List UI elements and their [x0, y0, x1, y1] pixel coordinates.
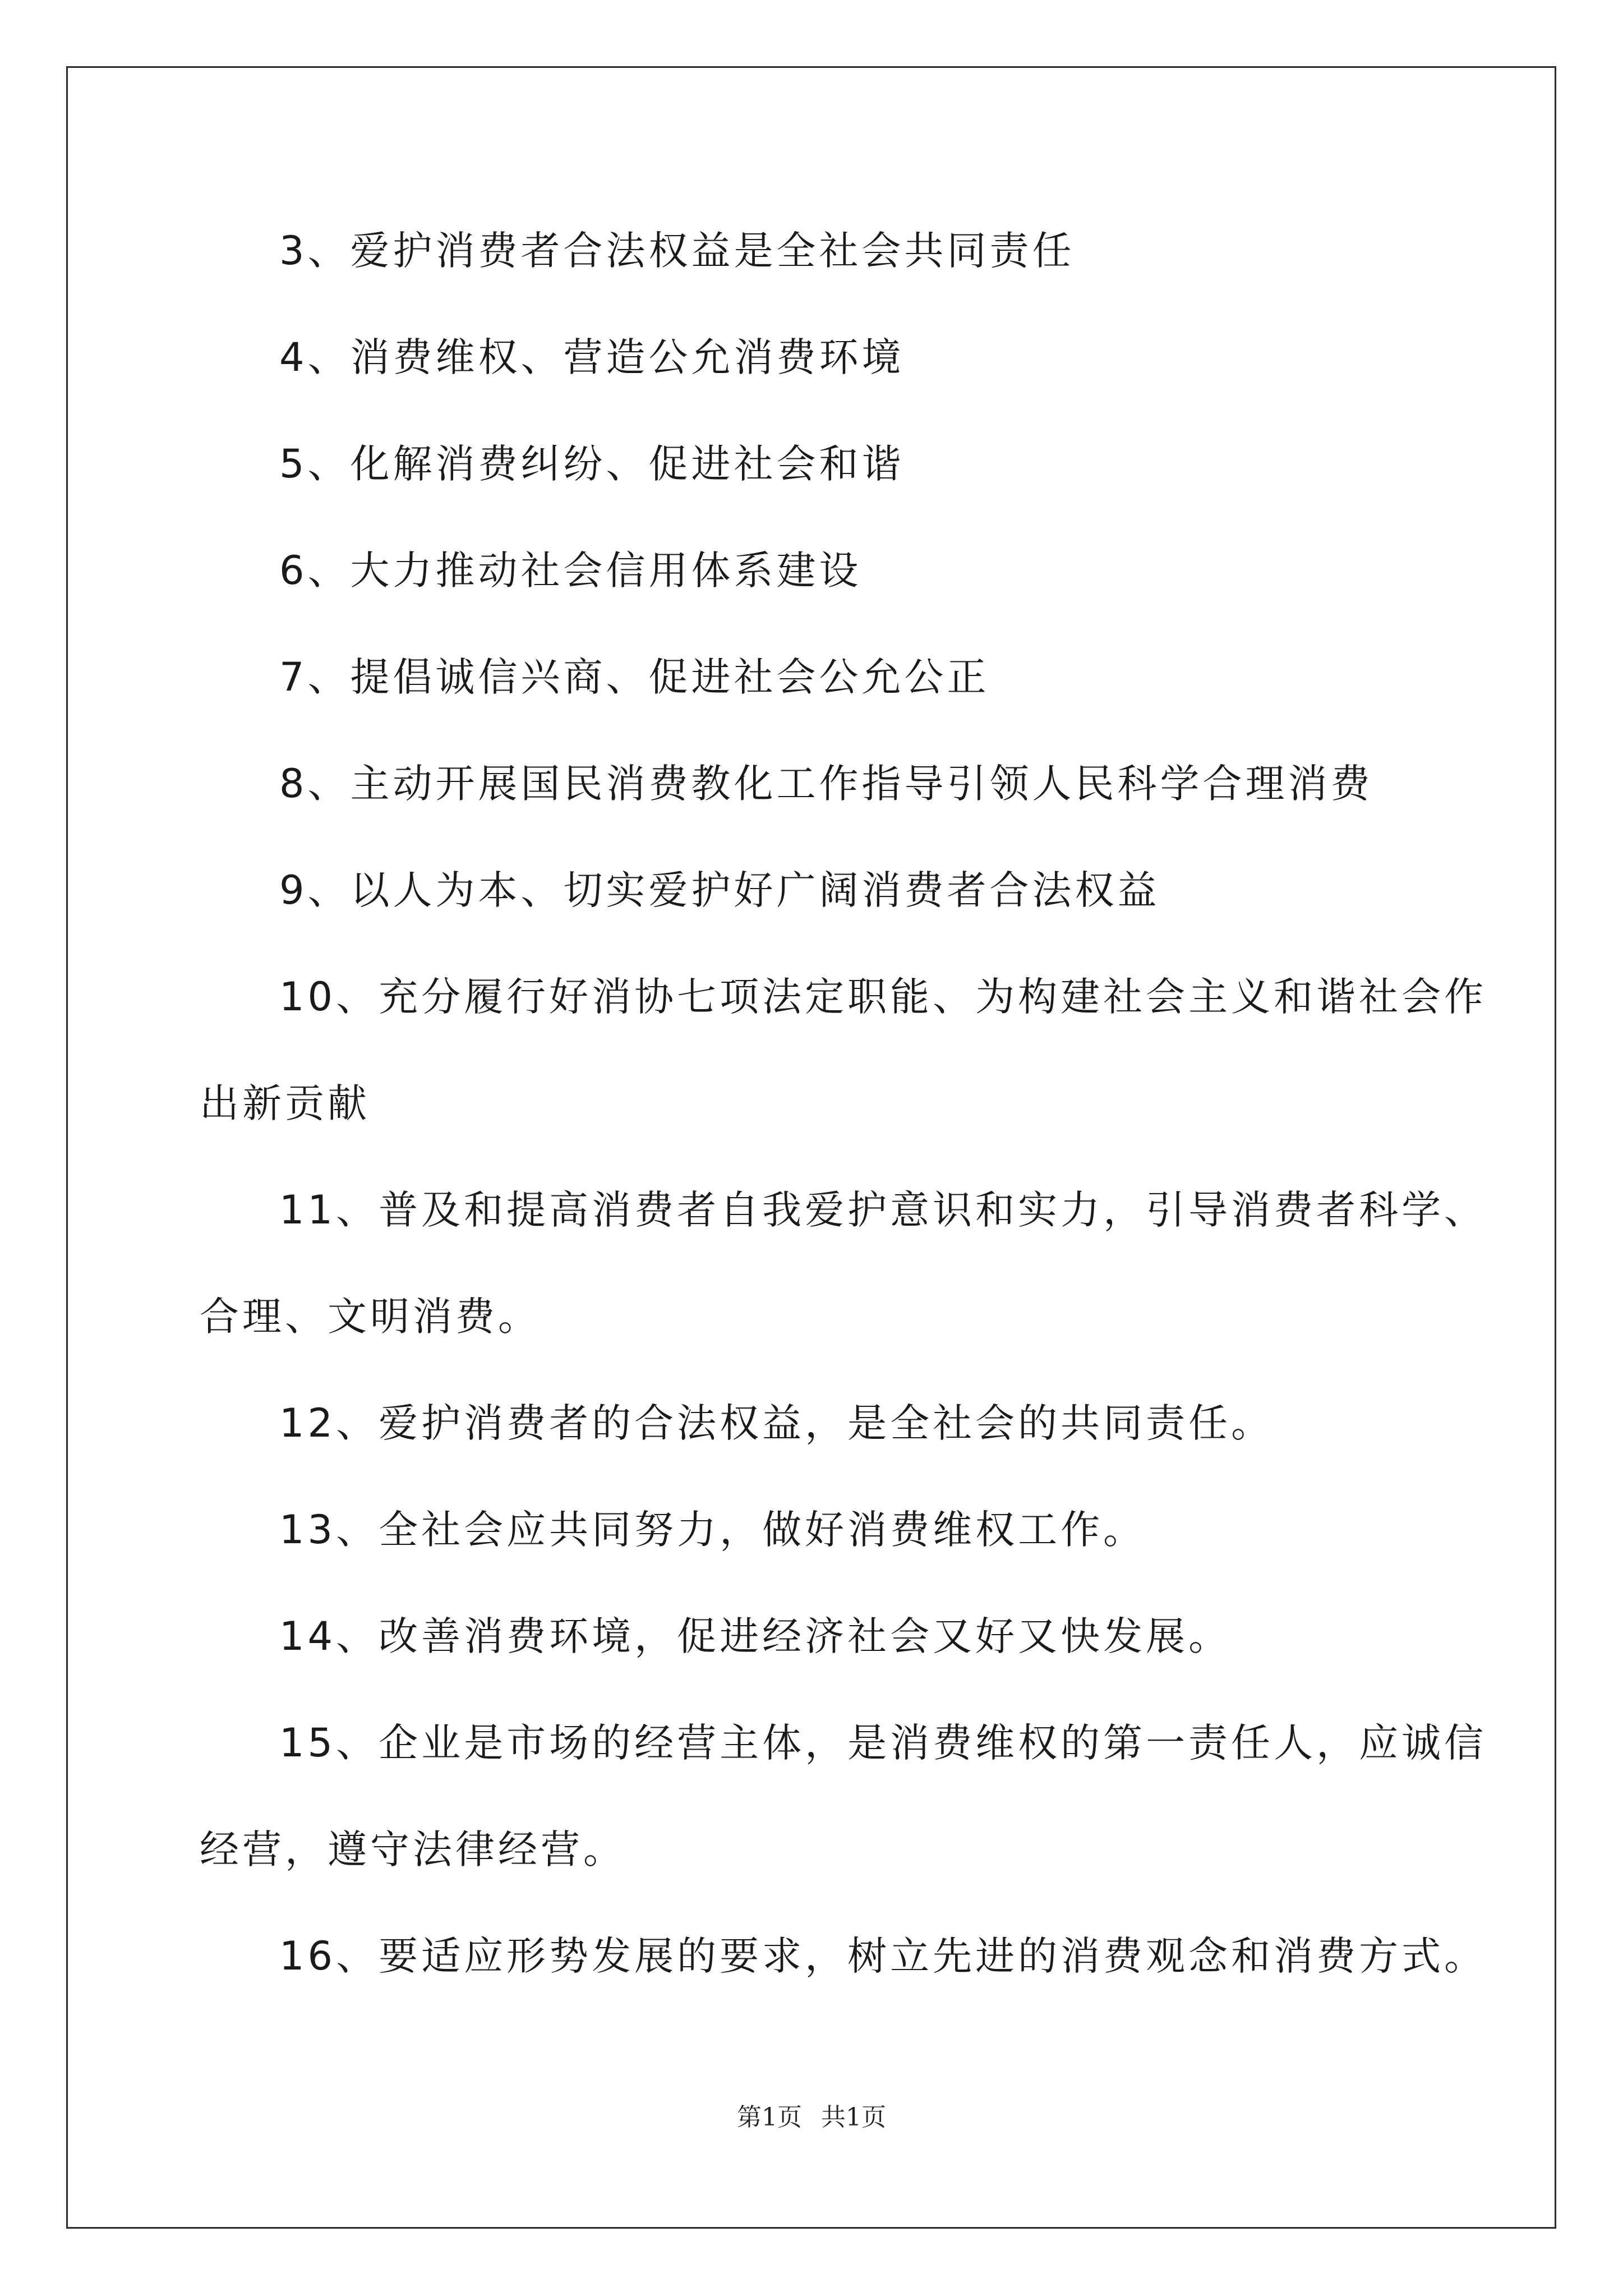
text-line: 12、爱护消费者的合法权益，是全社会的共同责任。	[279, 1400, 1274, 1446]
text-line: 8、主动开展国民消费教化工作指导引领人民科学合理消费	[279, 761, 1373, 807]
text-line: 7、提倡诚信兴商、促进社会公允公正	[279, 654, 990, 700]
page-number-total: 共1页	[821, 2103, 886, 2132]
text-line: 6、大力推动社会信用体系建设	[279, 547, 862, 593]
text-line-continued: 出新贡献	[200, 1080, 370, 1126]
page-border	[66, 66, 1556, 2229]
text-line: 15、企业是市场的经营主体，是消费维权的第一责任人，应诚信	[279, 1720, 1487, 1766]
page-footer	[0, 2097, 1623, 2133]
text-line: 3、爱护消费者合法权益是全社会共同责任	[279, 228, 1075, 274]
text-line-continued: 经营，遵守法律经营。	[200, 1826, 626, 1872]
text-line: 11、普及和提高消费者自我爱护意识和实力，引导消费者科学、	[279, 1187, 1487, 1233]
text-line: 13、全社会应共同努力，做好消费维权工作。	[279, 1507, 1146, 1553]
text-line-continued: 合理、文明消费。	[200, 1294, 541, 1340]
text-line: 10、充分履行好消协七项法定职能、为构建社会主义和谐社会作	[279, 974, 1487, 1020]
text-line: 4、消费维权、营造公允消费环境	[279, 334, 905, 380]
page-number-current: 第1页	[737, 2103, 802, 2132]
text-line: 5、化解消费纠纷、促进社会和谐	[279, 441, 905, 487]
text-line: 14、改善消费环境，促进经济社会又好又快发展。	[279, 1613, 1232, 1659]
text-line: 9、以人为本、切实爱护好广阔消费者合法权益	[279, 867, 1160, 913]
text-line: 16、要适应形势发展的要求，树立先进的消费观念和消费方式。	[279, 1933, 1487, 1979]
